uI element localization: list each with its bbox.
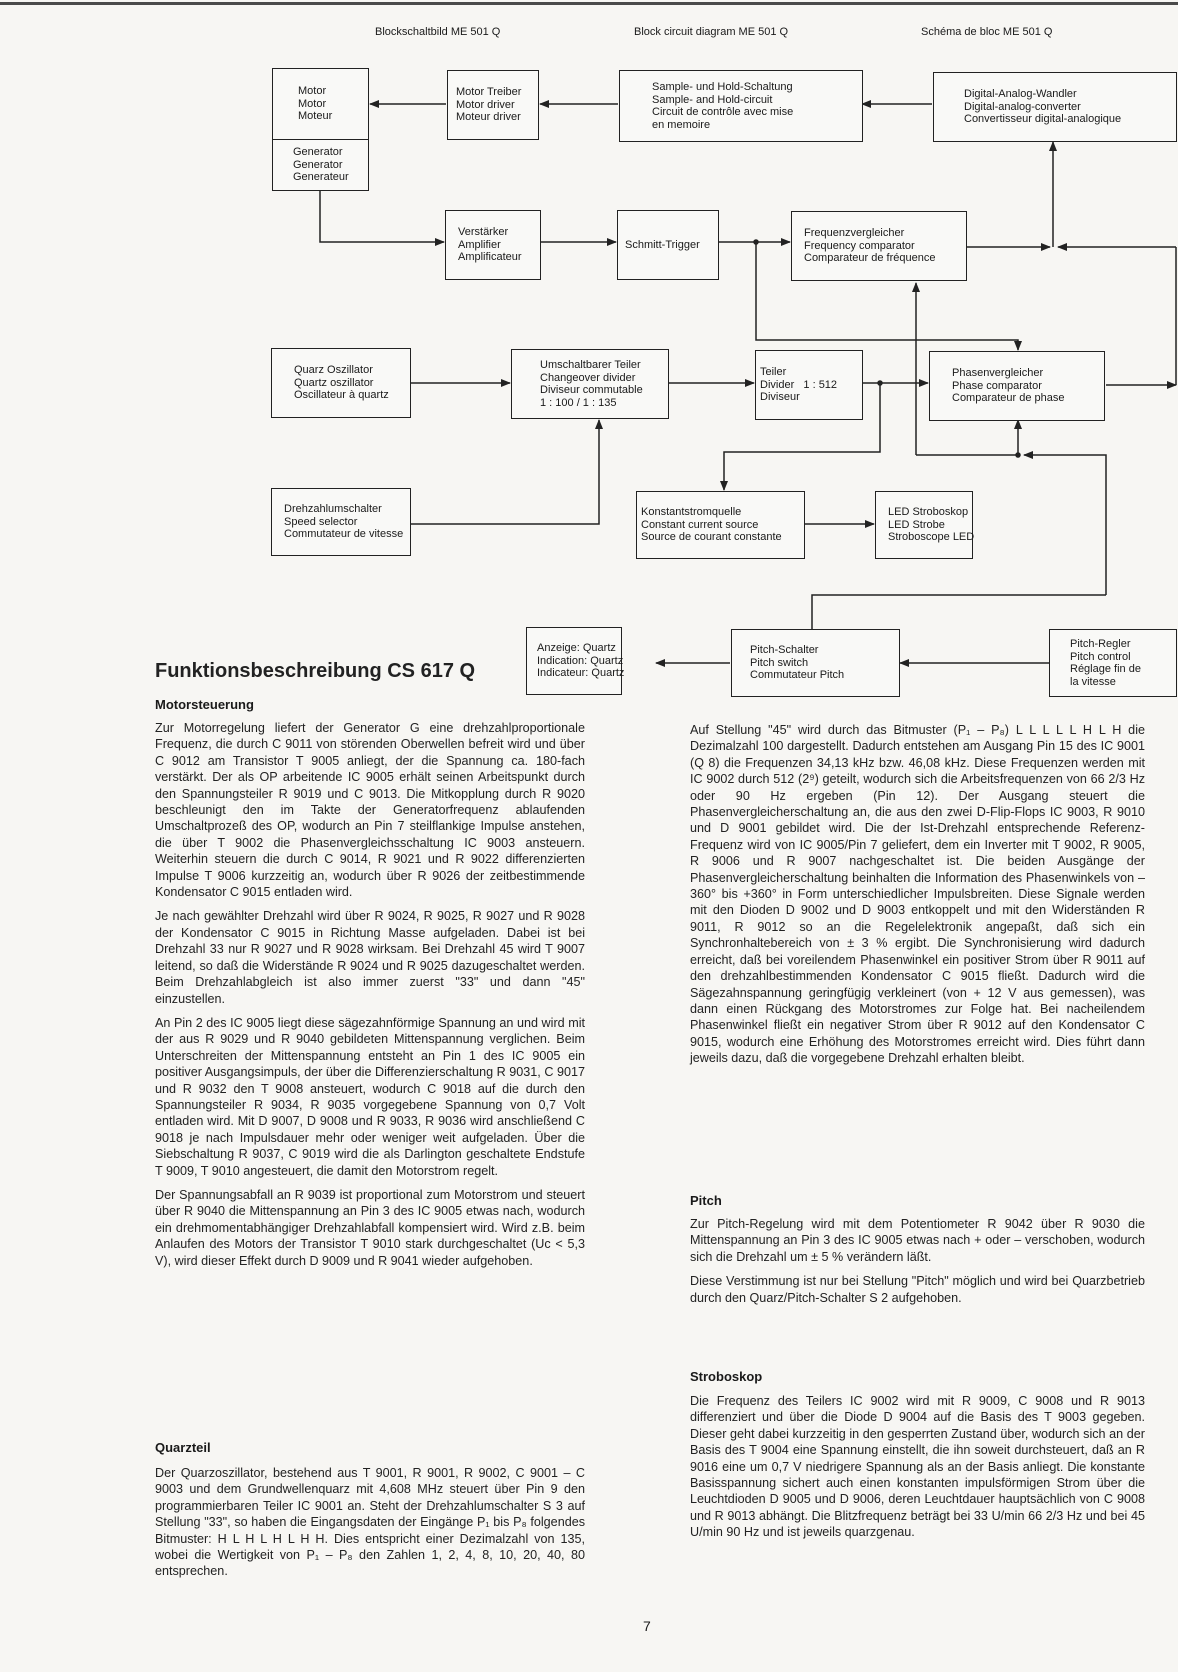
block-label: Motor (298, 85, 327, 98)
block-label: LED Strobe (888, 518, 945, 531)
paragraph: Auf Stellung "45" wird durch das Bitmuster (P₁ – P₈) L L L L L H L H die Dezimalzahl 100 dargestellt. Dadurch entstehen am Ausgang Pin 15 des IC 9001 (Q 8) die Frequenzen 34,13 kHz bzw. 46,08 kHz. Diese Frequenzen werden mit IC 9002 durch 512 (2⁹) geteilt, wodurch sich die Arbeitsfrequenzen von 66 2/3 Hz oder 90 Hz ergeben (Pin 12). Der Ausgang steuert die Phasenvergleicherschaltung an, die aus den zwei D-Flip-Flops IC 9003, R 9010 und D 9001 gebildet wird. Die der Ist-Drehzahl entsprechende Referenz-Frequenz wird von IC 9005/Pin 7 geliefert, dem ein Inverter mit T 9002, R 9005, R 9006 und R 9007 nachgeschaltet ist. Die beiden Ausgänge der Phasenvergleicherschaltung beinhalten die Information des Phasenwinkels von –360° bis +360° in Form unterschiedlicher Impulsbreiten. Diese Signale werden mit den Dioden D 9002 und D 9003 entkoppelt und mit den Widerständen R 9011, R 9012 so an die Regelelektronik angepaßt, daß sich ein Synchronhaltebereich von ± 3 % ergibt. Die Synchronisierung wird dadurch erreicht, daß bei voreilendem Phasenwinkel ein positiver Strom über R 9011 auf den drehzahlbestimmenden Kondensator C 9015 fließt. Dadurch wird die Sägezahnspannung geringfügig verkleinert (von + 12 V aus gemessen), was dann einen Rückgang des Motorstromes zur Folge hat. Bei nacheilendem Phasenwinkel fließt ein negativer Strom über R 9012 auf den Kondensator C 9015, wodurch eine Erhöhung des Motorstromes erreicht wird. Dies führt dann jeweils dazu, daß die vorgegebene Drehzahl erhalten bleibt. (690, 723, 1145, 1066)
block-amplifier (445, 210, 541, 280)
block-led-strobe (875, 491, 973, 559)
block-phase-comparator (929, 351, 1105, 421)
block-label: Phasenvergleicher (952, 367, 1044, 380)
block-label: Frequency comparator (804, 239, 915, 252)
block-label: Motor driver (456, 98, 515, 111)
block-label: Umschaltbarer Teiler (540, 359, 641, 371)
block-speed-selector (271, 488, 411, 556)
block-label: Commutateur de vitesse (284, 528, 404, 541)
block-label: Motor Treiber (456, 86, 522, 99)
heading-quarzteil: Quarzteil (155, 1440, 211, 1455)
quartz-text (155, 1465, 585, 1588)
block-changeover-divider (511, 349, 669, 419)
divider-label: Divider (760, 378, 795, 391)
header-en: Block circuit diagram ME 501 Q (634, 26, 789, 38)
block-label: Stroboscope LED (888, 531, 975, 544)
block-label: Sample- und Hold-Schaltung (652, 81, 793, 93)
block-label: Generator (293, 146, 343, 159)
column-left (155, 720, 585, 1277)
block-label: Oscillateur à quartz (294, 389, 389, 402)
block-label: 1 : 100 / 1 : 135 (540, 396, 617, 409)
block-label: Generateur (293, 171, 349, 184)
block-label: Frequenzvergleicher (804, 227, 905, 240)
pitch-text (690, 1216, 1145, 1314)
block-label: Konstantstromquelle (641, 506, 742, 519)
block-motor (272, 68, 369, 140)
block-label: Indication: Quartz (537, 654, 624, 667)
paragraph: Der Spannungsabfall an R 9039 ist proportional zum Motorstrom und steuert über R 9040 die Mittenspannung an Pin 3 des IC 9005 etwas nach, wodurch ein drehmomentabhängiger Drehzahlabfall kompensiert wird. Wird z.B. beim Anlaufen des Motors der Transistor T 9010 stark durchgeschaltet (Uc < 5,3 V), wird dieser Effekt durch D 9009 und R 9041 wieder aufgehoben. (155, 1187, 585, 1268)
heading-stroboskop: Stroboskop (690, 1369, 763, 1384)
block-label: Comparateur de fréquence (804, 252, 936, 265)
block-label: Quarz Oszillator (294, 364, 373, 377)
block-schmitt-trigger (617, 210, 719, 280)
block-label: Teiler (760, 366, 787, 379)
block-dac (933, 72, 1177, 142)
block-label: la vitesse (1070, 675, 1116, 688)
block-label: Motor (298, 97, 327, 110)
block-divider (755, 350, 863, 420)
block-quartz-oscillator (271, 348, 411, 418)
block-label: Source de courant constante (641, 531, 782, 544)
block-label: Schmitt-Trigger (625, 238, 700, 251)
block-sample-hold (619, 70, 863, 142)
block-label (760, 379, 862, 392)
block-label: Moteur (298, 110, 333, 123)
block-label: Pitch control (1070, 650, 1131, 663)
paragraph: Der Quarzoszillator, bestehend aus T 9001, R 9001, R 9002, C 9001 – C 9003 und dem Grundwellenquarz mit 4,608 MHz steuert über Pin 9 den programmierbaren Teiler IC 9001 an. Steht der Drehzahlumschalter S 3 auf Stellung "33", so haben die Eingangsdaten der Eingänge P₁ bis P₈ folgendes Bitmuster: H L H L H L H H. Dies entspricht einer Dezimalzahl von 135, wobei die Wertigkeit von P₁ – P₈ den Zahlen 1, 2, 4, 8, 10, 20, 40, 80 entsprechen. (155, 1466, 585, 1579)
block-label: Digital-analog-converter (964, 100, 1081, 113)
block-motor-driver (447, 70, 539, 140)
block-label: Generator (293, 158, 343, 171)
block-label: Commutateur Pitch (750, 669, 845, 682)
block-label: Changeover divider (540, 371, 636, 384)
block-label: Amplificateur (458, 251, 522, 264)
block-label: LED Stroboskop (888, 506, 969, 519)
block-indication (526, 627, 625, 695)
header-de: Blockschaltbild ME 501 Q (375, 26, 501, 38)
block-label: en memoire (652, 118, 711, 131)
page-title: Funktionsbeschreibung CS 617 Q (155, 660, 476, 682)
block-label: Speed selector (284, 515, 358, 528)
header-fr: Schéma de bloc ME 501 Q (921, 26, 1053, 38)
paragraph: An Pin 2 des IC 9005 liegt diese sägezahnförmige Spannung an und wird mit der aus R 9029 und R 9040 gebildeten Mittenspannung verglichen. Beim Unterschreiten der Mittenspannung entsteht an Pin 1 des IC 9005 ein positiver Ausgangsimpuls, der über die Differenzierschaltung R 9031, C 9017 und R 9032 den T 9008 ansteuert, wodurch C 9018 auf die durch den Spannungsteiler R 9034, R 9035 vorgegebene Spannung von 0,7 Volt entladen wird. Mit D 9007, D 9008 und R 9033, R 9036 wird anschließend C 9018 je nach Impulsdauer mehr oder weniger weit aufgeladen. Über die Siebschaltung R 9037, C 9019 wird die als Darlington geschaltete Endstufe T 9009, T 9010 angesteuert, die damit den Motorstrom regelt. (155, 1015, 585, 1178)
column-right (690, 722, 1145, 1075)
block-label: Sample- and Hold-circuit (652, 93, 773, 106)
page-number: 7 (643, 1618, 651, 1634)
block-label: Anzeige: Quartz (537, 642, 616, 655)
paragraph: Die Frequenz des Teilers IC 9002 wird mit R 9009, C 9008 und R 9013 differenziert und über die Diode D 9004 auf die Basis des T 9003 gegeben. Dieser geht dabei kurzzeitig in den gesperrten Zustand über, wodurch sich an der Basis des T 9004 eine Spannung einstellt, die ihn soweit durchsteuert, daß an R 9016 eine um 0,7 V niedrigere Spannung als an der Basis anliegt. Die konstante Basisspannung sichert auch einen konstanten impulsförmigen Strom über die Leuchtdioden D 9005 und D 9006, deren Leuchtdauer hauptsächlich von C 9008 und R 9013 abhängt. Die Blitzfrequenz beträgt bei 33 U/min 66 2/3 Hz und bei 45 U/min 90 Hz und ist jeweils quarzgenau. (690, 1394, 1145, 1540)
block-label: Pitch-Schalter (750, 644, 819, 657)
paragraph: Diese Verstimmung ist nur bei Stellung "Pitch" möglich und wird bei Quarzbetrieb durch den Quarz/Pitch-Schalter S 2 aufgehoben. (690, 1274, 1145, 1305)
block-label: Pitch-Regler (1070, 638, 1131, 650)
block-label: Indicateur: Quartz (537, 667, 625, 680)
block-pitch-control (1049, 629, 1177, 697)
block-constant-current-source (636, 491, 805, 559)
block-generator (272, 139, 369, 191)
block-label: Constant current source (641, 518, 759, 531)
paragraph: Zur Pitch-Regelung wird mit dem Potentiometer R 9042 über R 9030 die Mittenspannung an Pin 3 des IC 9005 etwas nach + oder – verschoben, wodurch sich die Drehzahl um ± 5 % verändern läßt. (690, 1217, 1145, 1264)
block-label: Circuit de contrôle avec mise (652, 106, 794, 118)
block-label: Pitch switch (750, 656, 809, 669)
heading-pitch: Pitch (690, 1193, 722, 1208)
paragraph: Zur Motorregelung liefert der Generator G eine drehzahlproportionale Frequenz, die durch C 9011 von störenden Oberwellen befreit wird und über C 9012 am Transistor T 9005 anliegt, der die Spannung ca. 180-fach verstärkt. Der als OP arbeitende IC 9005 erhält seinen Arbeitspunkt durch den Spannungsteiler R 9019 und C 9013. Die Mitkopplung durch R 9020 beschleunigt den im Takte der Generatorfrequenz ablaufenden Umschaltprozeß des OP, wodurch an Pin 7 steilflankige Impulse anstehen, die über T 9002 die Phasenvergleichsschaltung IC 9003 ansteuern. Weiterhin steuern die durch C 9014, R 9021 und R 9022 differenzierten Impulse T 9006 kurzzeitig an, wodurch über R 9026 der zeitbestimmende Kondensator C 9015 entladen wird. (155, 721, 585, 900)
block-label: Quartz oszillator (294, 376, 374, 389)
block-label: Verstärker (458, 226, 509, 239)
block-label: Digital-Analog-Wandler (964, 88, 1077, 101)
block-frequency-comparator (791, 211, 967, 281)
block-label: Moteur driver (456, 111, 521, 124)
divider-ratio: 1 : 512 (803, 378, 838, 391)
block-label: Amplifier (458, 238, 501, 251)
block-label: Diviseur commutable (540, 384, 643, 396)
strobe-text (690, 1393, 1145, 1549)
block-pitch-switch (731, 629, 900, 697)
block-label: Diviseur (760, 391, 800, 404)
heading-motorsteuerung: Motorsteuerung (155, 697, 254, 712)
block-label: Drehzahlumschalter (284, 503, 382, 516)
paragraph: Je nach gewählter Drehzahl wird über R 9024, R 9025, R 9027 und R 9028 der Kondensator C 9015 in Richtung Masse aufgeladen. Dabei ist bei Drehzahl 33 nur R 9027 und R 9028 wirksam. Bei Drehzahl 45 wird T 9007 leitend, so daß die Widerstände R 9024 und R 9025 dazugeschaltet werden. Beim Drehzahlabgleich ist also immer zuerst "33" und dann "45" einzustellen. (155, 909, 585, 1006)
block-label: Phase comparator (952, 379, 1042, 392)
block-label: Réglage fin de (1070, 663, 1141, 675)
block-label: Comparateur de phase (952, 392, 1065, 405)
block-label: Convertisseur digital-analogique (964, 113, 1122, 126)
